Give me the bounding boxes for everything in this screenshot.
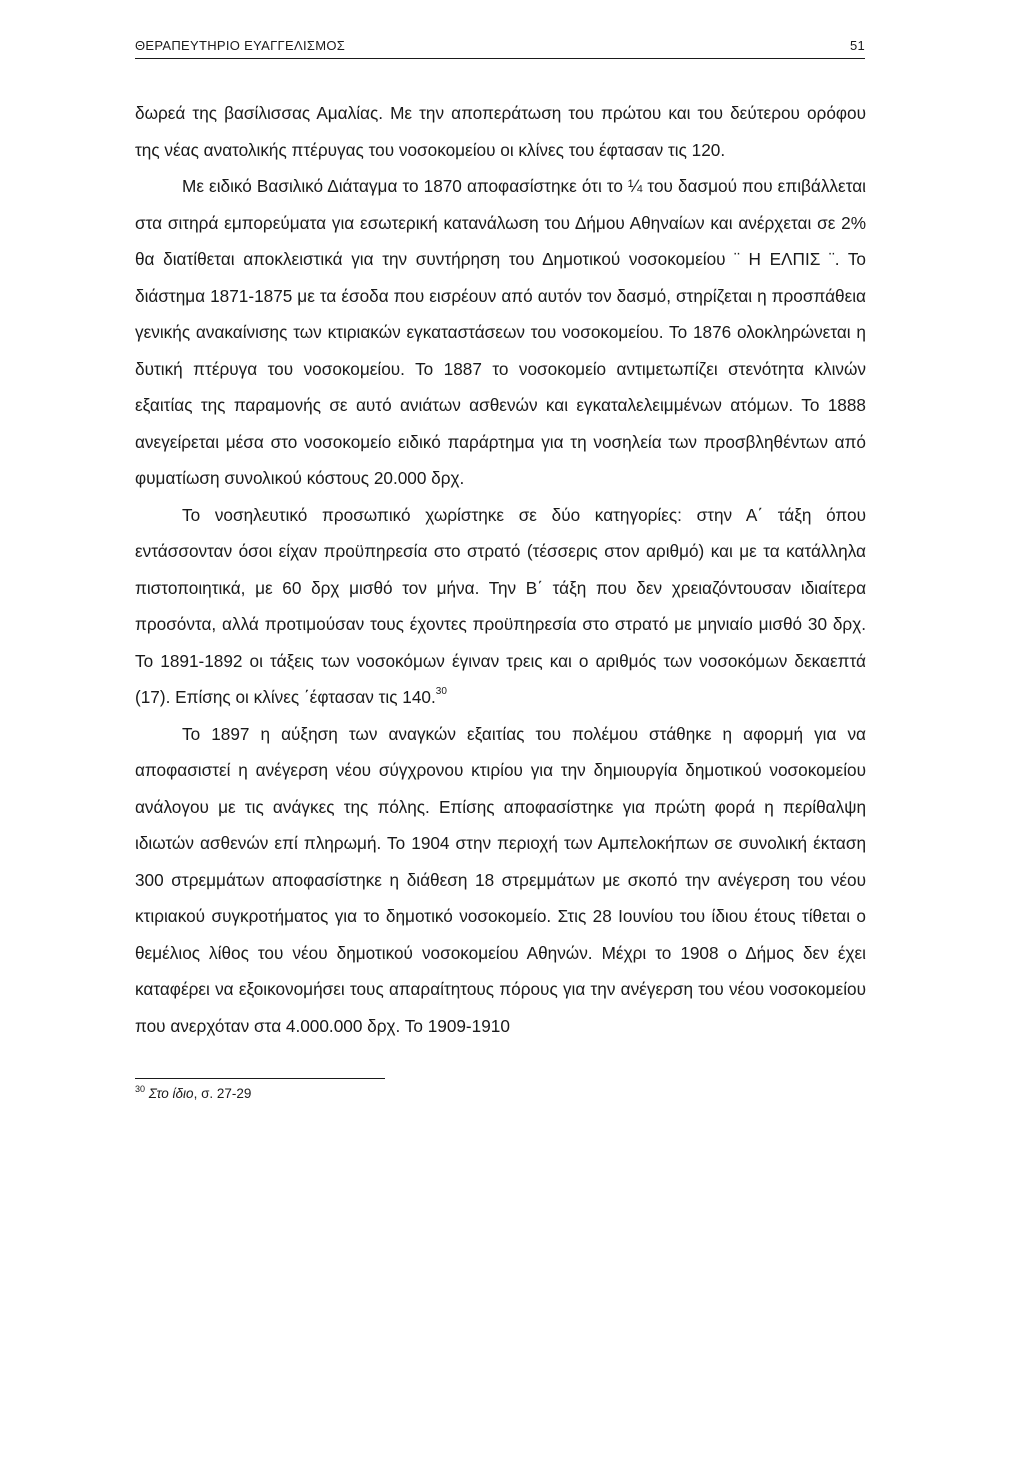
footnote-divider — [135, 1078, 385, 1079]
running-header-title: ΘΕΡΑΠΕΥΤΗΡΙΟ ΕΥΑΓΓΕΛΙΣΜΟΣ — [135, 38, 346, 53]
paragraph-4: Το 1897 η αύξηση των αναγκών εξαιτίας του πολέμου στάθηκε η αφορμή για να αποφασιστεί η ανέγερση νέου σύγχρονου κτιρίου για την δημιουργία δημοτικού νοσοκομείου ανάλογου με τις ανάγκες της πόλης. Επίσης αποφασίστηκε για πρώτη φορά η περίθαλψη ιδιωτών ασθενών επί πληρωμή. Το 1904 στην περιοχή των Αμπελοκήπων σε συνολική έκταση 300 στρεμμάτων αποφασίστηκε η διάθεση 18 στρεμμάτων με σκοπό την ανέγερση του νέου κτιριακού συγκροτήματος για το δημοτικό νοσοκομείο. Στις 28 Ιουνίου του ίδιου έτους τίθεται ο θεμέλιος λίθος του νέου δημοτικού νοσοκομείου Αθηνών. Μέχρι το 1908 ο Δήμος δεν έχει καταφέρει να εξοικονομήσει τους απαραίτητους πόρους για την ανέγερση του νέου νοσοκομείου που ανερχόταν στα 4.000.000 δρχ. Το 1909-1910 — [135, 723, 866, 1036]
footnote-pages: , σ. 27-29 — [193, 1086, 252, 1101]
footnote-reference[interactable]: 30 — [435, 686, 447, 697]
footnote — [135, 1086, 251, 1101]
paragraph-3 — [135, 497, 866, 716]
running-header — [135, 36, 865, 59]
paragraph-2: Με ειδικό Βασιλικό Διάταγμα το 1870 αποφασίστηκε ότι το ¼ του δασμού που επιβάλλεται στα σιτηρά εμπορεύματα για εσωτερική κατανάλωση του Δήμου Αθηναίων και ανέρχεται σε 2% θα διατίθεται αποκλειστικά για την συντήρηση του Δημοτικού νοσοκομείου ¨ Η ΕΛΠΙΣ ¨. Το διάστημα 1871-1875 με τα έσοδα που εισρέουν από αυτόν τον δασμό, στηρίζεται η προσπάθεια γενικής ανακαίνισης των κτιριακών εγκαταστάσεων του νοσοκομείου. Το 1876 ολοκληρώνεται η δυτική πτέρυγα του νοσοκομείου. Το 1887 το νοσοκομείο αντιμετωπίζει στενότητα κλινών εξαιτίας της παραμονής σε αυτό ανιάτων ασθενών και εγκαταλελειμμένων ατόμων. Το 1888 ανεγείρεται μέσα στο νοσοκομείο ειδικό παράρτημα για τη νοσηλεία των προσβληθέντων από φυματίωση συνολικού κόστους 20.000 δρχ. — [135, 176, 866, 488]
body-text — [135, 95, 866, 1044]
paragraph-1: δωρεά της βασίλισσας Αμαλίας. Με την αποπεράτωση του πρώτου και του δεύτερου ορόφου της νέας ανατολικής πτέρυγας του νοσοκομείου οι κλίνες του έφτασαν τις 120. — [135, 103, 866, 160]
page-number: 51 — [849, 38, 865, 53]
paragraph-3-text: Το νοσηλευτικό προσωπικό χωρίστηκε σε δύο κατηγορίες: στην Α΄ τάξη όπου εντάσσονταν όσοι είχαν προϋπηρεσία στο στρατό (τέσσερις στον αριθμό) και με τα κατάλληλα πιστοποιητικά, με 60 δρχ μισθό τον μήνα. Την Β΄ τάξη που δεν χρειαζόντουσαν ιδιαίτερα προσόντα, αλλά προτιμούσαν τους έχοντες προϋπηρεσία στο στρατό με μηνιαίο μισθό 30 δρχ. Το 1891-1892 οι τάξεις των νοσοκόμων έγιναν τρεις και ο αριθμός των νοσοκόμων δεκαεπτά (17). Επίσης οι κλίνες ΄έφτασαν τις 140. — [135, 504, 866, 707]
footnote-number: 30 — [135, 1084, 146, 1094]
footnote-source: Στο ίδιο — [148, 1086, 194, 1101]
